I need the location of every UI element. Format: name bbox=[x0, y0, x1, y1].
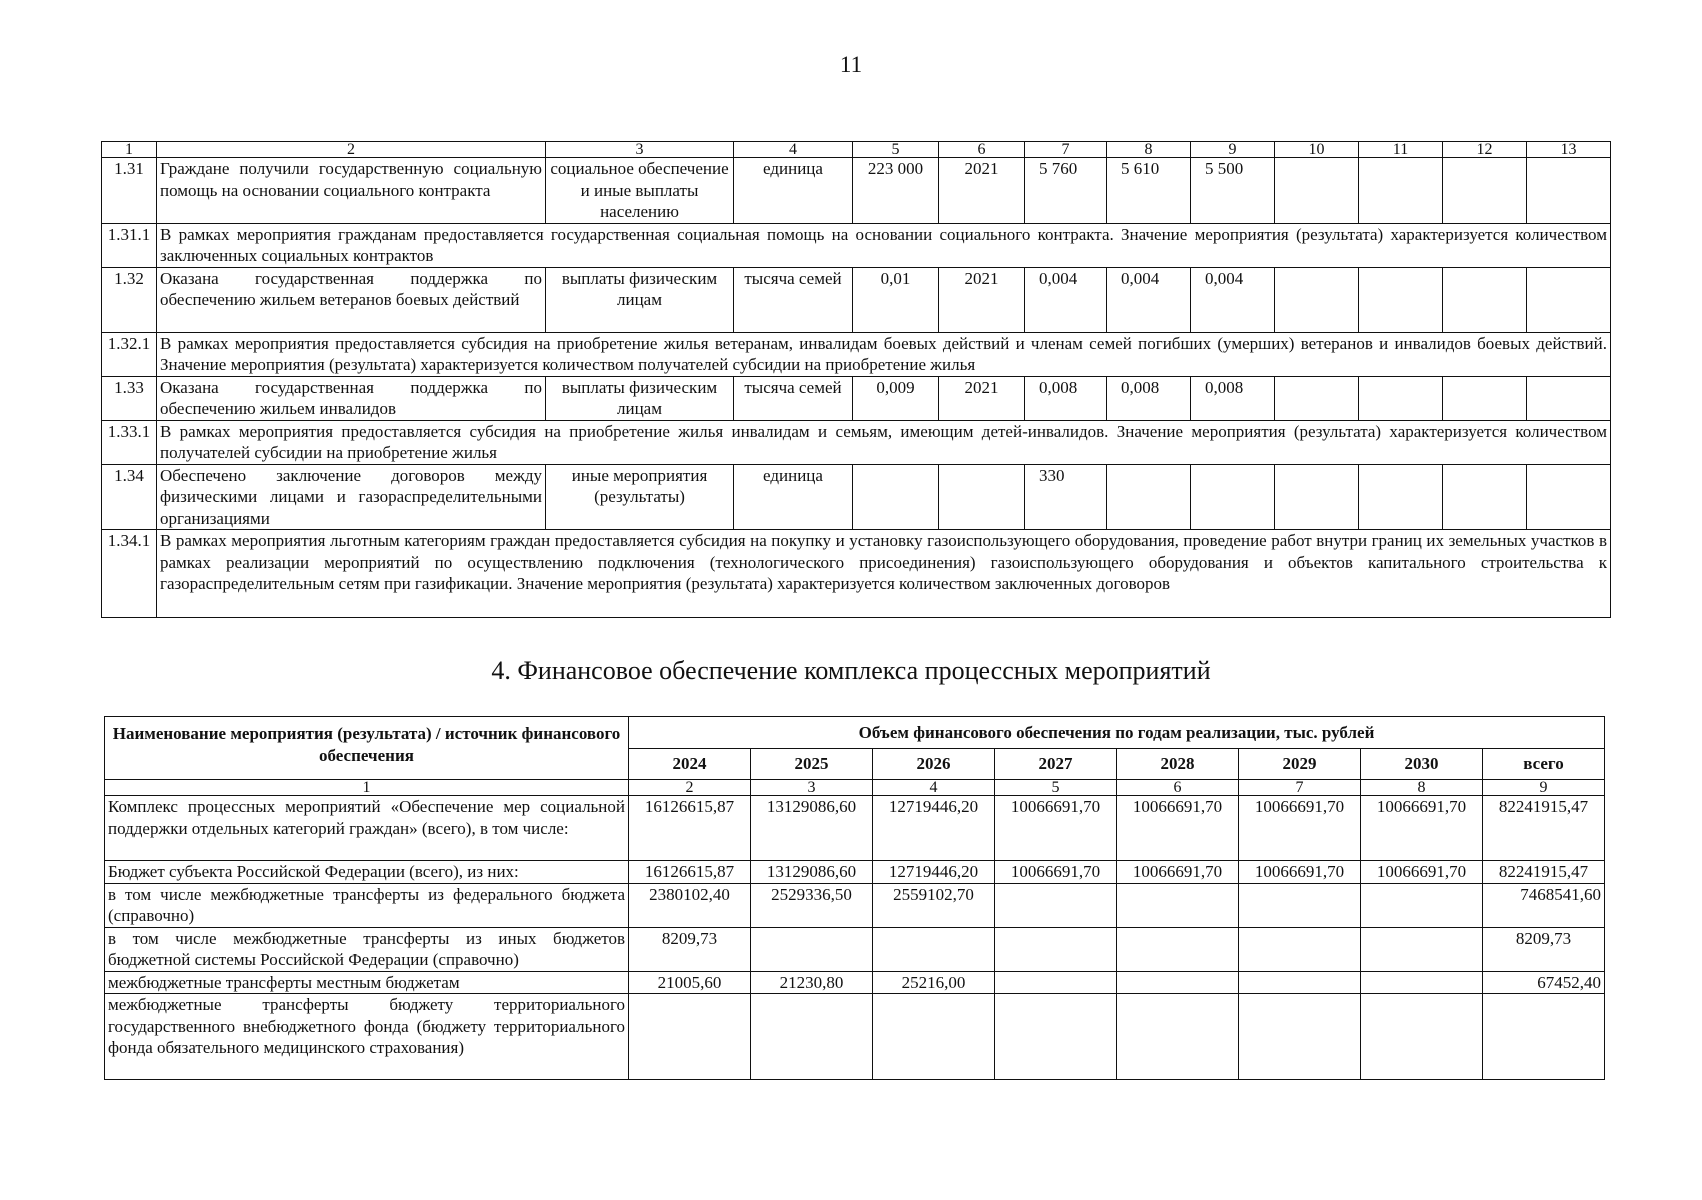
row-value-10 bbox=[1275, 376, 1359, 420]
row-value-total: 7468541,60 bbox=[1483, 883, 1605, 927]
col-number-12: 12 bbox=[1443, 142, 1527, 158]
row-value-11 bbox=[1359, 376, 1443, 420]
row-value-8: 5 610 bbox=[1107, 158, 1191, 224]
row-name: Комплекс процессных мероприятий «Обеспечение мер социальной поддержки отдельных категорий граждан» (всего), в том числе: bbox=[105, 796, 629, 861]
row-number: 1.34.1 bbox=[102, 530, 157, 618]
row-value-2027 bbox=[995, 971, 1117, 994]
col-number-5: 5 bbox=[853, 142, 939, 158]
row-value-total: 82241915,47 bbox=[1483, 796, 1605, 861]
row-unit: единица bbox=[734, 158, 853, 224]
row-value-2026 bbox=[873, 927, 995, 971]
table-row bbox=[102, 267, 1611, 332]
table-row bbox=[102, 158, 1611, 224]
row-description: В рамках мероприятия льготным категориям граждан предоставляется субсидия на покупку и установку газоиспользующего оборудования, проведение работ внутри границ их земельных участков в рамках реализации мероприятий по осуществлению подключения (технологического присоединения) газоиспользующего оборудования и объектов капитального строительства к газораспределительным сетям при газификации. Значение мероприятия (результата) характеризуется количеством заключенных договоров bbox=[157, 530, 1611, 618]
row-number: 1.31 bbox=[102, 158, 157, 224]
financing-table bbox=[104, 716, 1605, 1080]
row-value-12 bbox=[1443, 464, 1527, 530]
row-value-2030 bbox=[1361, 883, 1483, 927]
col-number-9: 9 bbox=[1483, 780, 1605, 796]
row-unit: тысяча семей bbox=[734, 376, 853, 420]
header-volume: Объем финансового обеспечения по годам реализации, тыс. рублей bbox=[629, 717, 1605, 749]
header-name: Наименование мероприятия (результата) / источник финансового обеспечения bbox=[105, 717, 629, 780]
row-number: 1.31.1 bbox=[102, 223, 157, 267]
row-base-year bbox=[939, 464, 1025, 530]
col-number-1: 1 bbox=[105, 780, 629, 796]
col-number-3: 3 bbox=[546, 142, 734, 158]
year-2030: 2030 bbox=[1361, 749, 1483, 780]
table-row bbox=[105, 971, 1605, 994]
row-value-2030 bbox=[1361, 927, 1483, 971]
row-value-2029 bbox=[1239, 883, 1361, 927]
col-number-4: 4 bbox=[734, 142, 853, 158]
row-value-2024: 16126615,87 bbox=[629, 796, 751, 861]
row-value-2028 bbox=[1117, 971, 1239, 994]
row-base-value bbox=[853, 464, 939, 530]
row-value-13 bbox=[1527, 464, 1611, 530]
row-value-7: 0,004 bbox=[1025, 267, 1107, 332]
row-value-2024: 21005,60 bbox=[629, 971, 751, 994]
row-value-7: 5 760 bbox=[1025, 158, 1107, 224]
row-value-2024: 16126615,87 bbox=[629, 861, 751, 884]
row-value-12 bbox=[1443, 267, 1527, 332]
row-value-10 bbox=[1275, 158, 1359, 224]
row-number: 1.33 bbox=[102, 376, 157, 420]
row-type: выплаты физическим лицам bbox=[546, 376, 734, 420]
table-row bbox=[102, 420, 1611, 464]
row-value-13 bbox=[1527, 376, 1611, 420]
row-value-2027: 10066691,70 bbox=[995, 861, 1117, 884]
row-description: В рамках мероприятия предоставляется субсидия на приобретение жилья инвалидам и семьям, имеющим детей-инвалидов. Значение мероприятия (результата) характеризуется количеством получателей субсидии на приобретение жилья bbox=[157, 420, 1611, 464]
table-header-numbers bbox=[102, 142, 1611, 158]
year-2025: 2025 bbox=[751, 749, 873, 780]
row-value-2030: 10066691,70 bbox=[1361, 861, 1483, 884]
row-value-2028 bbox=[1117, 994, 1239, 1080]
row-value-2028 bbox=[1117, 927, 1239, 971]
row-value-7: 0,008 bbox=[1025, 376, 1107, 420]
col-number-3: 3 bbox=[751, 780, 873, 796]
row-number: 1.33.1 bbox=[102, 420, 157, 464]
results-table bbox=[101, 141, 1611, 618]
table-header bbox=[105, 717, 1605, 749]
row-value-2030 bbox=[1361, 994, 1483, 1080]
table-row bbox=[105, 883, 1605, 927]
year-2026: 2026 bbox=[873, 749, 995, 780]
col-number-8: 8 bbox=[1107, 142, 1191, 158]
col-number-2: 2 bbox=[629, 780, 751, 796]
row-unit: единица bbox=[734, 464, 853, 530]
table-row bbox=[102, 332, 1611, 376]
row-name: Бюджет субъекта Российской Федерации (всего), из них: bbox=[105, 861, 629, 884]
row-number: 1.32 bbox=[102, 267, 157, 332]
table-row bbox=[105, 927, 1605, 971]
row-value-2030 bbox=[1361, 971, 1483, 994]
row-base-value: 0,01 bbox=[853, 267, 939, 332]
col-number-6: 6 bbox=[1117, 780, 1239, 796]
row-value-2024: 2380102,40 bbox=[629, 883, 751, 927]
row-name: в том числе межбюджетные трансферты из иных бюджетов бюджетной системы Российской Федерации (справочно) bbox=[105, 927, 629, 971]
col-number-6: 6 bbox=[939, 142, 1025, 158]
row-value-total: 8209,73 bbox=[1483, 927, 1605, 971]
row-value-2025: 2529336,50 bbox=[751, 883, 873, 927]
row-value-13 bbox=[1527, 267, 1611, 332]
table-header-numbers bbox=[105, 780, 1605, 796]
row-value-11 bbox=[1359, 267, 1443, 332]
row-unit: тысяча семей bbox=[734, 267, 853, 332]
table-row bbox=[102, 223, 1611, 267]
row-value-11 bbox=[1359, 158, 1443, 224]
row-value-12 bbox=[1443, 376, 1527, 420]
row-base-value: 223 000 bbox=[853, 158, 939, 224]
page-number: 11 bbox=[839, 52, 863, 77]
table-row bbox=[105, 861, 1605, 884]
row-name: межбюджетные трансферты бюджету территориального государственного внебюджетного фонда (бюджету территориального фонда обязательного медицинского страхования) bbox=[105, 994, 629, 1080]
row-value-10 bbox=[1275, 267, 1359, 332]
row-value-2029 bbox=[1239, 994, 1361, 1080]
row-value-2028: 10066691,70 bbox=[1117, 861, 1239, 884]
row-value-10 bbox=[1275, 464, 1359, 530]
row-value-2025: 13129086,60 bbox=[751, 861, 873, 884]
row-value-total: 82241915,47 bbox=[1483, 861, 1605, 884]
row-name: в том числе межбюджетные трансферты из федерального бюджета (справочно) bbox=[105, 883, 629, 927]
col-number-7: 7 bbox=[1239, 780, 1361, 796]
row-value-2026: 2559102,70 bbox=[873, 883, 995, 927]
row-value-2030: 10066691,70 bbox=[1361, 796, 1483, 861]
row-base-value: 0,009 bbox=[853, 376, 939, 420]
row-value-8: 0,004 bbox=[1107, 267, 1191, 332]
col-number-11: 11 bbox=[1359, 142, 1443, 158]
row-value-11 bbox=[1359, 464, 1443, 530]
row-value-2026 bbox=[873, 994, 995, 1080]
row-value-2029 bbox=[1239, 971, 1361, 994]
row-name: Оказана государственная поддержка по обеспечению жильем инвалидов bbox=[157, 376, 546, 420]
table-row bbox=[102, 530, 1611, 618]
table-row bbox=[105, 994, 1605, 1080]
row-base-year: 2021 bbox=[939, 267, 1025, 332]
col-number-8: 8 bbox=[1361, 780, 1483, 796]
row-description: В рамках мероприятия гражданам предоставляется государственная социальная помощь на основании социального контракта. Значение мероприятия (результата) характеризуется количеством заключенных социальных контрактов bbox=[157, 223, 1611, 267]
row-value-2028 bbox=[1117, 883, 1239, 927]
row-type: иные мероприятия (результаты) bbox=[546, 464, 734, 530]
section-title: 4. Финансовое обеспечение комплекса процессных мероприятий bbox=[491, 656, 1211, 685]
row-value-12 bbox=[1443, 158, 1527, 224]
col-number-1: 1 bbox=[102, 142, 157, 158]
row-value-2025 bbox=[751, 994, 873, 1080]
year-2024: 2024 bbox=[629, 749, 751, 780]
table-row bbox=[102, 376, 1611, 420]
col-number-4: 4 bbox=[873, 780, 995, 796]
year-2028: 2028 bbox=[1117, 749, 1239, 780]
row-description: В рамках мероприятия предоставляется субсидия на приобретение жилья ветеранам, инвалидам боевых действий и членам семей погибших (умерших) ветеранов и инвалидов боевых действий. Значение мероприятия (результата) характеризуется количеством получателей субсидии на приобретение жилья bbox=[157, 332, 1611, 376]
row-number: 1.34 bbox=[102, 464, 157, 530]
row-number: 1.32.1 bbox=[102, 332, 157, 376]
row-type: социальное обеспечение и иные выплаты населению bbox=[546, 158, 734, 224]
col-number-2: 2 bbox=[157, 142, 546, 158]
row-value-total bbox=[1483, 994, 1605, 1080]
row-value-2024 bbox=[629, 994, 751, 1080]
col-number-13: 13 bbox=[1527, 142, 1611, 158]
row-value-2025: 13129086,60 bbox=[751, 796, 873, 861]
row-value-2026: 12719446,20 bbox=[873, 796, 995, 861]
row-name: Обеспечено заключение договоров между физическими лицами и газораспределительными организациями bbox=[157, 464, 546, 530]
col-number-9: 9 bbox=[1191, 142, 1275, 158]
year-2027: 2027 bbox=[995, 749, 1117, 780]
table-row bbox=[105, 796, 1605, 861]
row-value-9: 0,008 bbox=[1191, 376, 1275, 420]
row-value-8 bbox=[1107, 464, 1191, 530]
col-number-5: 5 bbox=[995, 780, 1117, 796]
row-value-9 bbox=[1191, 464, 1275, 530]
row-value-2025 bbox=[751, 927, 873, 971]
row-value-2026: 12719446,20 bbox=[873, 861, 995, 884]
row-value-2027 bbox=[995, 883, 1117, 927]
year-total: всего bbox=[1483, 749, 1605, 780]
row-name: Граждане получили государственную социальную помощь на основании социального контракта bbox=[157, 158, 546, 224]
row-value-13 bbox=[1527, 158, 1611, 224]
col-number-7: 7 bbox=[1025, 142, 1107, 158]
row-value-2028: 10066691,70 bbox=[1117, 796, 1239, 861]
row-value-2027 bbox=[995, 994, 1117, 1080]
row-value-2025: 21230,80 bbox=[751, 971, 873, 994]
row-value-2029 bbox=[1239, 927, 1361, 971]
row-value-2029: 10066691,70 bbox=[1239, 796, 1361, 861]
row-value-total: 67452,40 bbox=[1483, 971, 1605, 994]
row-value-8: 0,008 bbox=[1107, 376, 1191, 420]
row-value-9: 0,004 bbox=[1191, 267, 1275, 332]
row-base-year: 2021 bbox=[939, 376, 1025, 420]
row-type: выплаты физическим лицам bbox=[546, 267, 734, 332]
row-name: межбюджетные трансферты местным бюджетам bbox=[105, 971, 629, 994]
row-name: Оказана государственная поддержка по обеспечению жильем ветеранов боевых действий bbox=[157, 267, 546, 332]
col-number-10: 10 bbox=[1275, 142, 1359, 158]
row-value-2027: 10066691,70 bbox=[995, 796, 1117, 861]
year-2029: 2029 bbox=[1239, 749, 1361, 780]
row-value-9: 5 500 bbox=[1191, 158, 1275, 224]
row-base-year: 2021 bbox=[939, 158, 1025, 224]
row-value-7: 330 bbox=[1025, 464, 1107, 530]
row-value-2029: 10066691,70 bbox=[1239, 861, 1361, 884]
row-value-2027 bbox=[995, 927, 1117, 971]
table-row bbox=[102, 464, 1611, 530]
row-value-2026: 25216,00 bbox=[873, 971, 995, 994]
row-value-2024: 8209,73 bbox=[629, 927, 751, 971]
